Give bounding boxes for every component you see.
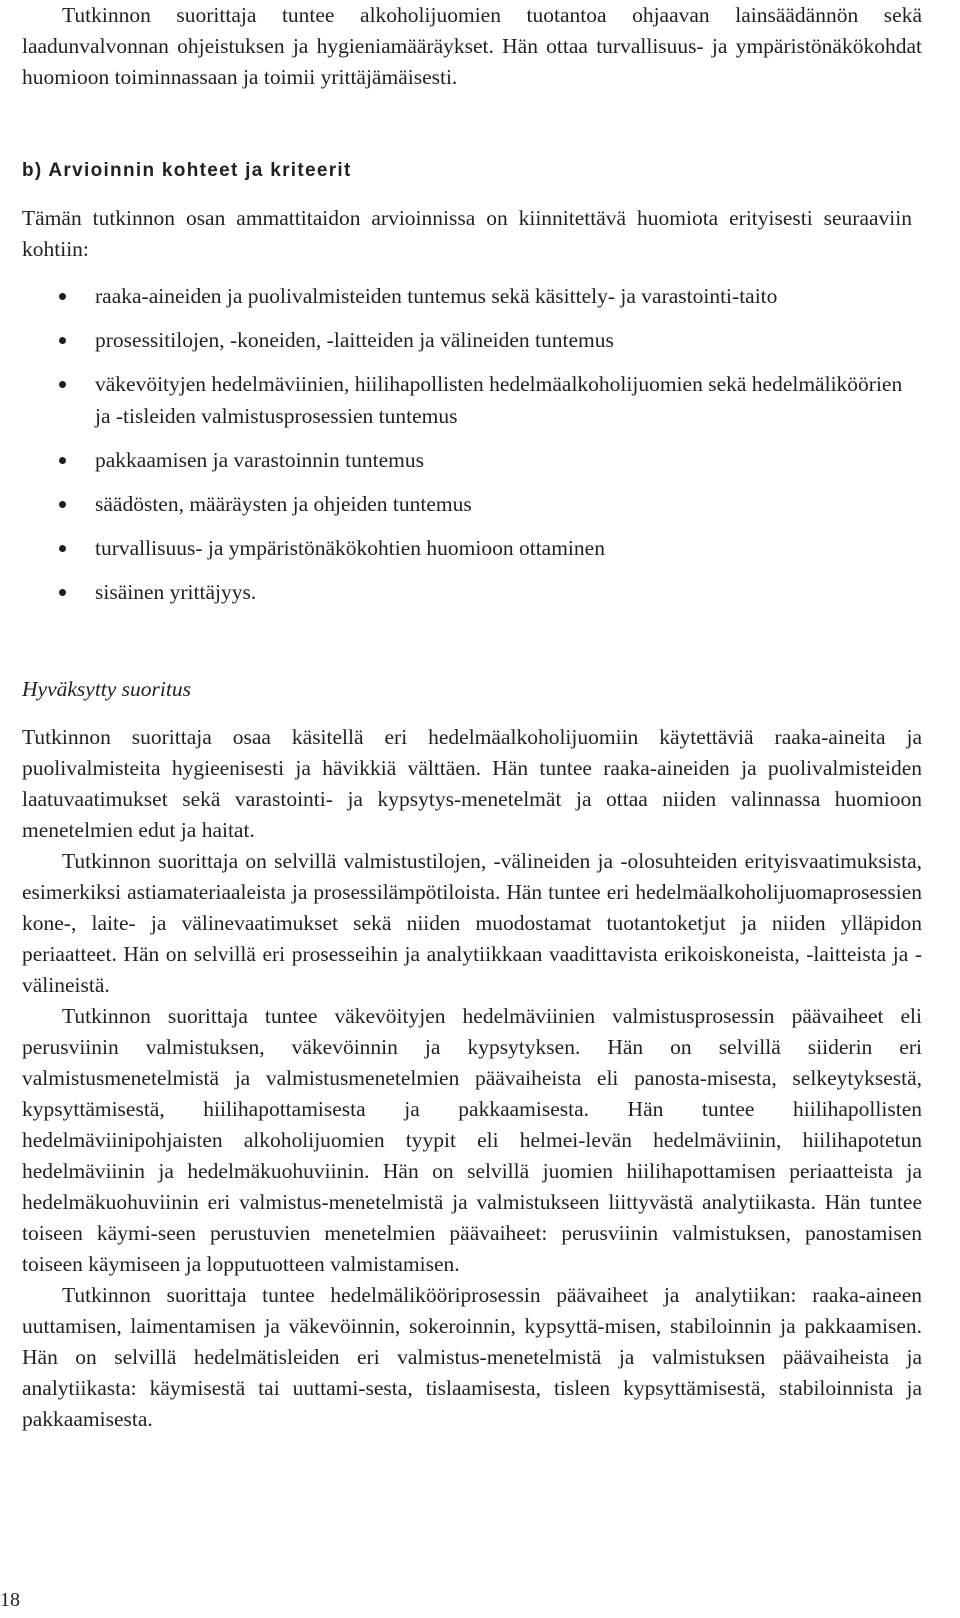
list-item <box>22 488 912 520</box>
body-paragraph: Tutkinnon suorittaja on selvillä valmistustilojen, -välineiden ja -olosuhteiden erityisvaatimuksista, esimerkiksi astiamateriaaleista ja prosessilämpötiloista. Hän tuntee eri hedelmäalkoholijuomaprosessien kone-, laite- ja välinevaatimukset sekä niiden muodostamat tuotantoketjut ja niiden ylläpidon periaatteet. Hän on selvillä eri prosesseihin ja analytiikkaan vaadittavista erikoiskoneista, -laitteista ja -välineistä. <box>22 849 922 997</box>
list-item <box>22 576 912 608</box>
intro-paragraph: Tutkinnon suorittaja tuntee alkoholijuomien tuotantoa ohjaavan lainsäädännön sekä laadunvalvonnan ohjeistuksen ja hygieniamääräykset. Hän ottaa turvallisuus- ja ympäristönäkökohdat huomioon toiminnassaan ja toimii yrittäjämäisesti. <box>22 3 922 89</box>
list-item-text: sisäinen yrittäjyys. <box>95 580 257 604</box>
intro-section <box>22 0 922 93</box>
bullet-icon <box>59 381 66 388</box>
body-paragraph: Tutkinnon suorittaja tuntee hedelmälikööriprosessin päävaiheet ja analytiikan: raaka-aineen uuttamisen, laimentamisen ja väkevöinnin, sokeroinnin, kypsyttä-misen, stabiloinnin ja pakkaamisen. Hän on selvillä hedelmätisleiden eri valmistus-menetelmistä ja valmistuksen päävaiheista ja analytiikasta: käymisestä tai uuttami-sesta, tislaamisesta, tisleen kypsyttämisestä, stabiloinnista ja pakkaamisesta. <box>22 1283 922 1431</box>
bullet-icon <box>59 501 66 508</box>
bullet-icon <box>59 457 66 464</box>
lead-paragraph: Tämän tutkinnon osan ammattitaidon arvioinnissa on kiinnitettävä huomiota erityisesti seuraaviin kohtiin: <box>22 206 912 261</box>
list-item-text: säädösten, määräysten ja ohjeiden tuntemus <box>95 492 472 516</box>
bullet-icon <box>59 545 66 552</box>
bullet-icon <box>59 589 66 596</box>
lead-section <box>22 203 912 265</box>
bullet-icon <box>59 337 66 344</box>
list-item-text: turvallisuus- ja ympäristönäkökohtien huomioon ottaminen <box>95 536 605 560</box>
list-item <box>22 444 912 476</box>
list-item <box>22 324 912 356</box>
list-item <box>22 532 912 564</box>
list-item-text: raaka-aineiden ja puolivalmisteiden tuntemus sekä käsittely- ja varastointi-taito <box>95 284 778 308</box>
body-section <box>22 722 922 1435</box>
list-item <box>22 368 912 432</box>
subheading: Hyväksytty suoritus <box>22 677 191 701</box>
section-heading: b) Arvioinnin kohteet ja kriteerit <box>22 160 352 181</box>
bullet-icon <box>59 293 66 300</box>
list-item <box>22 280 912 312</box>
list-item-text: väkevöityjen hedelmäviinien, hiilihapollisten hedelmäalkoholijuomien sekä hedelmäliköörien ja -tisleiden valmistusprosessien tuntemus <box>95 372 903 428</box>
body-paragraph: Tutkinnon suorittaja osaa käsitellä eri hedelmäalkoholijuomiin käytettäviä raaka-aineita ja puolivalmisteita hygieenisesti ja hävikkiä välttäen. Hän tuntee raaka-aineiden ja puolivalmisteiden laatuvaatimukset sekä varastointi- ja kypsytys-menetelmät ja ottaa niiden valinnassa huomioon menetelmien edut ja haitat. <box>22 725 922 842</box>
body-paragraph: Tutkinnon suorittaja tuntee väkevöityjen hedelmäviinien valmistusprosessin päävaiheet eli perusviinin valmistuksen, väkevöinnin ja kypsytyksen. Hän on selvillä siiderin eri valmistusmenetelmistä ja valmistusmenetelmien päävaiheista eli panosta-misesta, selkeytyksestä, kypsyttämisestä, hiilihapottamisesta ja pakkaamisesta. Hän tuntee hiilihapollisten hedelmäviinipohjaisten alkoholijuomien tyypit eli helmei-levän hedelmäviinin, hiilihapotetun hedelmäviinin ja hedelmäkuohuviinin. Hän on selvillä juomien hiilihapottamisen periaatteista ja hedelmäkuohuviinin eri valmistus-menetelmistä ja valmistukseen liittyvästä analytiikasta. Hän tuntee toiseen käymi-seen perustuvien menetelmien päävaiheet: perusviinin valmistuksen, panostamisen toiseen käymiseen ja lopputuotteen valmistamisen. <box>22 1004 922 1276</box>
list-item-text: pakkaamisen ja varastoinnin tuntemus <box>95 448 424 472</box>
page-number: 18 <box>0 1589 20 1611</box>
list-item-text: prosessitilojen, -koneiden, -laitteiden ja välineiden tuntemus <box>95 328 614 352</box>
criteria-list <box>22 280 912 620</box>
